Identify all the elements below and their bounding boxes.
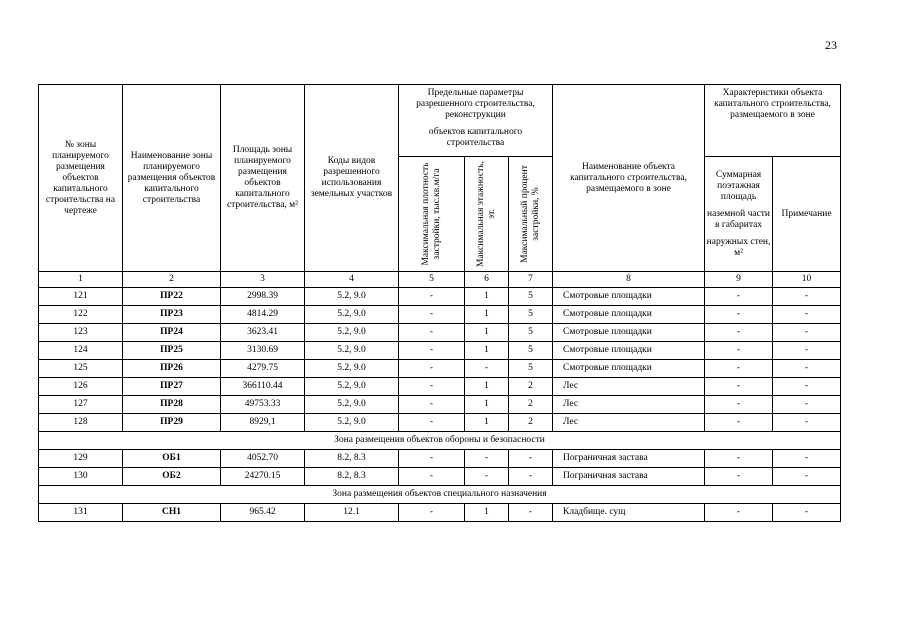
table-row: [39, 396, 841, 414]
table-cell: -: [399, 468, 465, 486]
table-cell: 5.2, 9.0: [305, 342, 399, 360]
table-cell: 121: [39, 288, 123, 306]
table-cell: 12.1: [305, 504, 399, 522]
table-cell: ПР24: [123, 324, 221, 342]
table-cell: 5.2, 9.0: [305, 288, 399, 306]
table-cell: ОБ1: [123, 450, 221, 468]
table-cell: 130: [39, 468, 123, 486]
table-cell: 49753.33: [221, 396, 305, 414]
table-cell: 125: [39, 360, 123, 378]
header-note: Примечание: [773, 157, 841, 272]
table-cell: 3623.41: [221, 324, 305, 342]
table-cell: -: [399, 360, 465, 378]
table-cell: Смотровые площадки: [553, 342, 705, 360]
table-row: [39, 306, 841, 324]
header-total-floor-area: Суммарная поэтажная площадь наземной части в габаритах наружных стен, м²: [705, 157, 773, 272]
table-cell: -: [773, 414, 841, 432]
table-cell: -: [705, 504, 773, 522]
table-cell: Смотровые площадки: [553, 360, 705, 378]
page-number: 23: [825, 38, 837, 52]
table-cell: -: [509, 504, 553, 522]
table-cell: ПР22: [123, 288, 221, 306]
table-row: [39, 450, 841, 468]
header-use-codes: Коды видов разрешенного использования земельных участков: [305, 85, 399, 272]
table-cell: -: [705, 342, 773, 360]
table-cell: -: [773, 504, 841, 522]
table-cell: Пограничная застава: [553, 450, 705, 468]
table-cell: -: [509, 468, 553, 486]
table-cell: 5.2, 9.0: [305, 306, 399, 324]
table-cell: -: [705, 306, 773, 324]
table-cell: 2: [509, 378, 553, 396]
table-cell: -: [509, 450, 553, 468]
header-zone-name: Наименование зоны планируемого размещения объектов капитального строительства: [123, 85, 221, 272]
table-cell: -: [705, 414, 773, 432]
table-cell: -: [773, 306, 841, 324]
table-cell: 3130.69: [221, 342, 305, 360]
table-cell: -: [705, 378, 773, 396]
table-cell: ПР26: [123, 360, 221, 378]
table-cell: 5: [509, 288, 553, 306]
table-cell: Смотровые площадки: [553, 324, 705, 342]
table-cell: -: [773, 450, 841, 468]
table-cell: 5.2, 9.0: [305, 414, 399, 432]
table-cell: -: [705, 288, 773, 306]
table-cell: 131: [39, 504, 123, 522]
table-cell: -: [399, 378, 465, 396]
table-cell: ПР27: [123, 378, 221, 396]
table-cell: -: [465, 360, 509, 378]
table-row: [39, 360, 841, 378]
table-cell: -: [773, 360, 841, 378]
table-cell: 5: [509, 360, 553, 378]
table-cell: Смотровые площадки: [553, 306, 705, 324]
table-cell: Лес: [553, 414, 705, 432]
table-cell: Смотровые площадки: [553, 288, 705, 306]
table-cell: ПР23: [123, 306, 221, 324]
limits-subtitle-text: объектов капитального строительства: [428, 127, 523, 148]
table-cell: -: [705, 360, 773, 378]
table-row: [39, 324, 841, 342]
table-cell: 965.42: [221, 504, 305, 522]
table-cell: 4814.29: [221, 306, 305, 324]
table-cell: 1: [465, 288, 509, 306]
header-max-floors: Максимальная этажность, эт.: [465, 157, 509, 272]
table-cell: -: [773, 468, 841, 486]
header-zone-area: Площадь зоны планируемого размещения объектов капитального строительства, м²: [221, 85, 305, 272]
table-cell: 24270.15: [221, 468, 305, 486]
column-numbers-row: 1 2 3 4 5 6 7 8 9 10: [39, 272, 841, 288]
table-cell: 126: [39, 378, 123, 396]
table-cell: -: [399, 396, 465, 414]
table-cell: 124: [39, 342, 123, 360]
header-zone-number: № зоны планируемого размещения объектов капитального строительства на чертеже: [39, 85, 123, 272]
table-cell: -: [465, 468, 509, 486]
table-cell: 8.2, 8.3: [305, 468, 399, 486]
header-characteristics-title: Характеристики объекта капитального строительства, размещаемого в зоне: [705, 85, 841, 157]
table-cell: ОБ2: [123, 468, 221, 486]
table-cell: 1: [465, 396, 509, 414]
table-cell: Кладбище. сущ: [553, 504, 705, 522]
table-row: [39, 468, 841, 486]
table-cell: 2998.39: [221, 288, 305, 306]
table-cell: 8929,1: [221, 414, 305, 432]
table-cell: 8.2, 8.3: [305, 450, 399, 468]
header-object-name: Наименование объекта капитального строительства, размещаемого в зоне: [553, 85, 705, 272]
section-special-title: Зона размещения объектов специального назначения: [39, 486, 841, 504]
table-cell: 1: [465, 414, 509, 432]
table-cell: 366110.44: [221, 378, 305, 396]
table-cell: 5.2, 9.0: [305, 324, 399, 342]
table-cell: 5.2, 9.0: [305, 360, 399, 378]
table-cell: 1: [465, 378, 509, 396]
table-cell: 128: [39, 414, 123, 432]
table-cell: -: [773, 396, 841, 414]
table-row: [39, 504, 841, 522]
table-cell: Пограничная застава: [553, 468, 705, 486]
section-defense-title: Зона размещения объектов обороны и безопасности: [39, 432, 841, 450]
table-cell: 2: [509, 396, 553, 414]
table-cell: -: [705, 468, 773, 486]
table-cell: 1: [465, 306, 509, 324]
table-cell: 127: [39, 396, 123, 414]
table-cell: -: [773, 342, 841, 360]
table-cell: -: [399, 342, 465, 360]
table-cell: -: [399, 504, 465, 522]
table-cell: 5: [509, 342, 553, 360]
table-cell: 1: [465, 504, 509, 522]
table-cell: 5.2, 9.0: [305, 396, 399, 414]
table-cell: -: [399, 414, 465, 432]
table-cell: 4052.70: [221, 450, 305, 468]
table-cell: -: [705, 324, 773, 342]
table-cell: 122: [39, 306, 123, 324]
table-cell: 5.2, 9.0: [305, 378, 399, 396]
header-max-density: Максимальная плотность застройки, тыс.кв.м/га: [399, 157, 465, 272]
table-cell: 2: [509, 414, 553, 432]
header-max-percent: Максимальный процент застройки, %: [509, 157, 553, 272]
table-cell: -: [773, 324, 841, 342]
table-cell: -: [399, 306, 465, 324]
table-cell: 129: [39, 450, 123, 468]
table-cell: ПР28: [123, 396, 221, 414]
table-cell: Лес: [553, 378, 705, 396]
header-limits-title: [399, 85, 553, 157]
table-cell: -: [399, 450, 465, 468]
table-row: [39, 288, 841, 306]
table-cell: 5: [509, 306, 553, 324]
table-row: [39, 414, 841, 432]
zones-table: [38, 84, 841, 522]
table-cell: -: [773, 378, 841, 396]
table-cell: ПР29: [123, 414, 221, 432]
table-cell: -: [773, 288, 841, 306]
table-cell: СН1: [123, 504, 221, 522]
table-cell: -: [399, 288, 465, 306]
table-cell: 1: [465, 324, 509, 342]
table-cell: 5: [509, 324, 553, 342]
table-row: [39, 378, 841, 396]
limits-title-text: Предельные параметры разрешенного строительства, реконструкции: [416, 88, 535, 120]
table-cell: -: [705, 396, 773, 414]
table-cell: -: [705, 450, 773, 468]
table-cell: 4279.75: [221, 360, 305, 378]
table-cell: -: [399, 324, 465, 342]
table-row: [39, 342, 841, 360]
table-cell: -: [465, 450, 509, 468]
table-cell: 1: [465, 342, 509, 360]
table-cell: Лес: [553, 396, 705, 414]
table-cell: ПР25: [123, 342, 221, 360]
table-cell: 123: [39, 324, 123, 342]
